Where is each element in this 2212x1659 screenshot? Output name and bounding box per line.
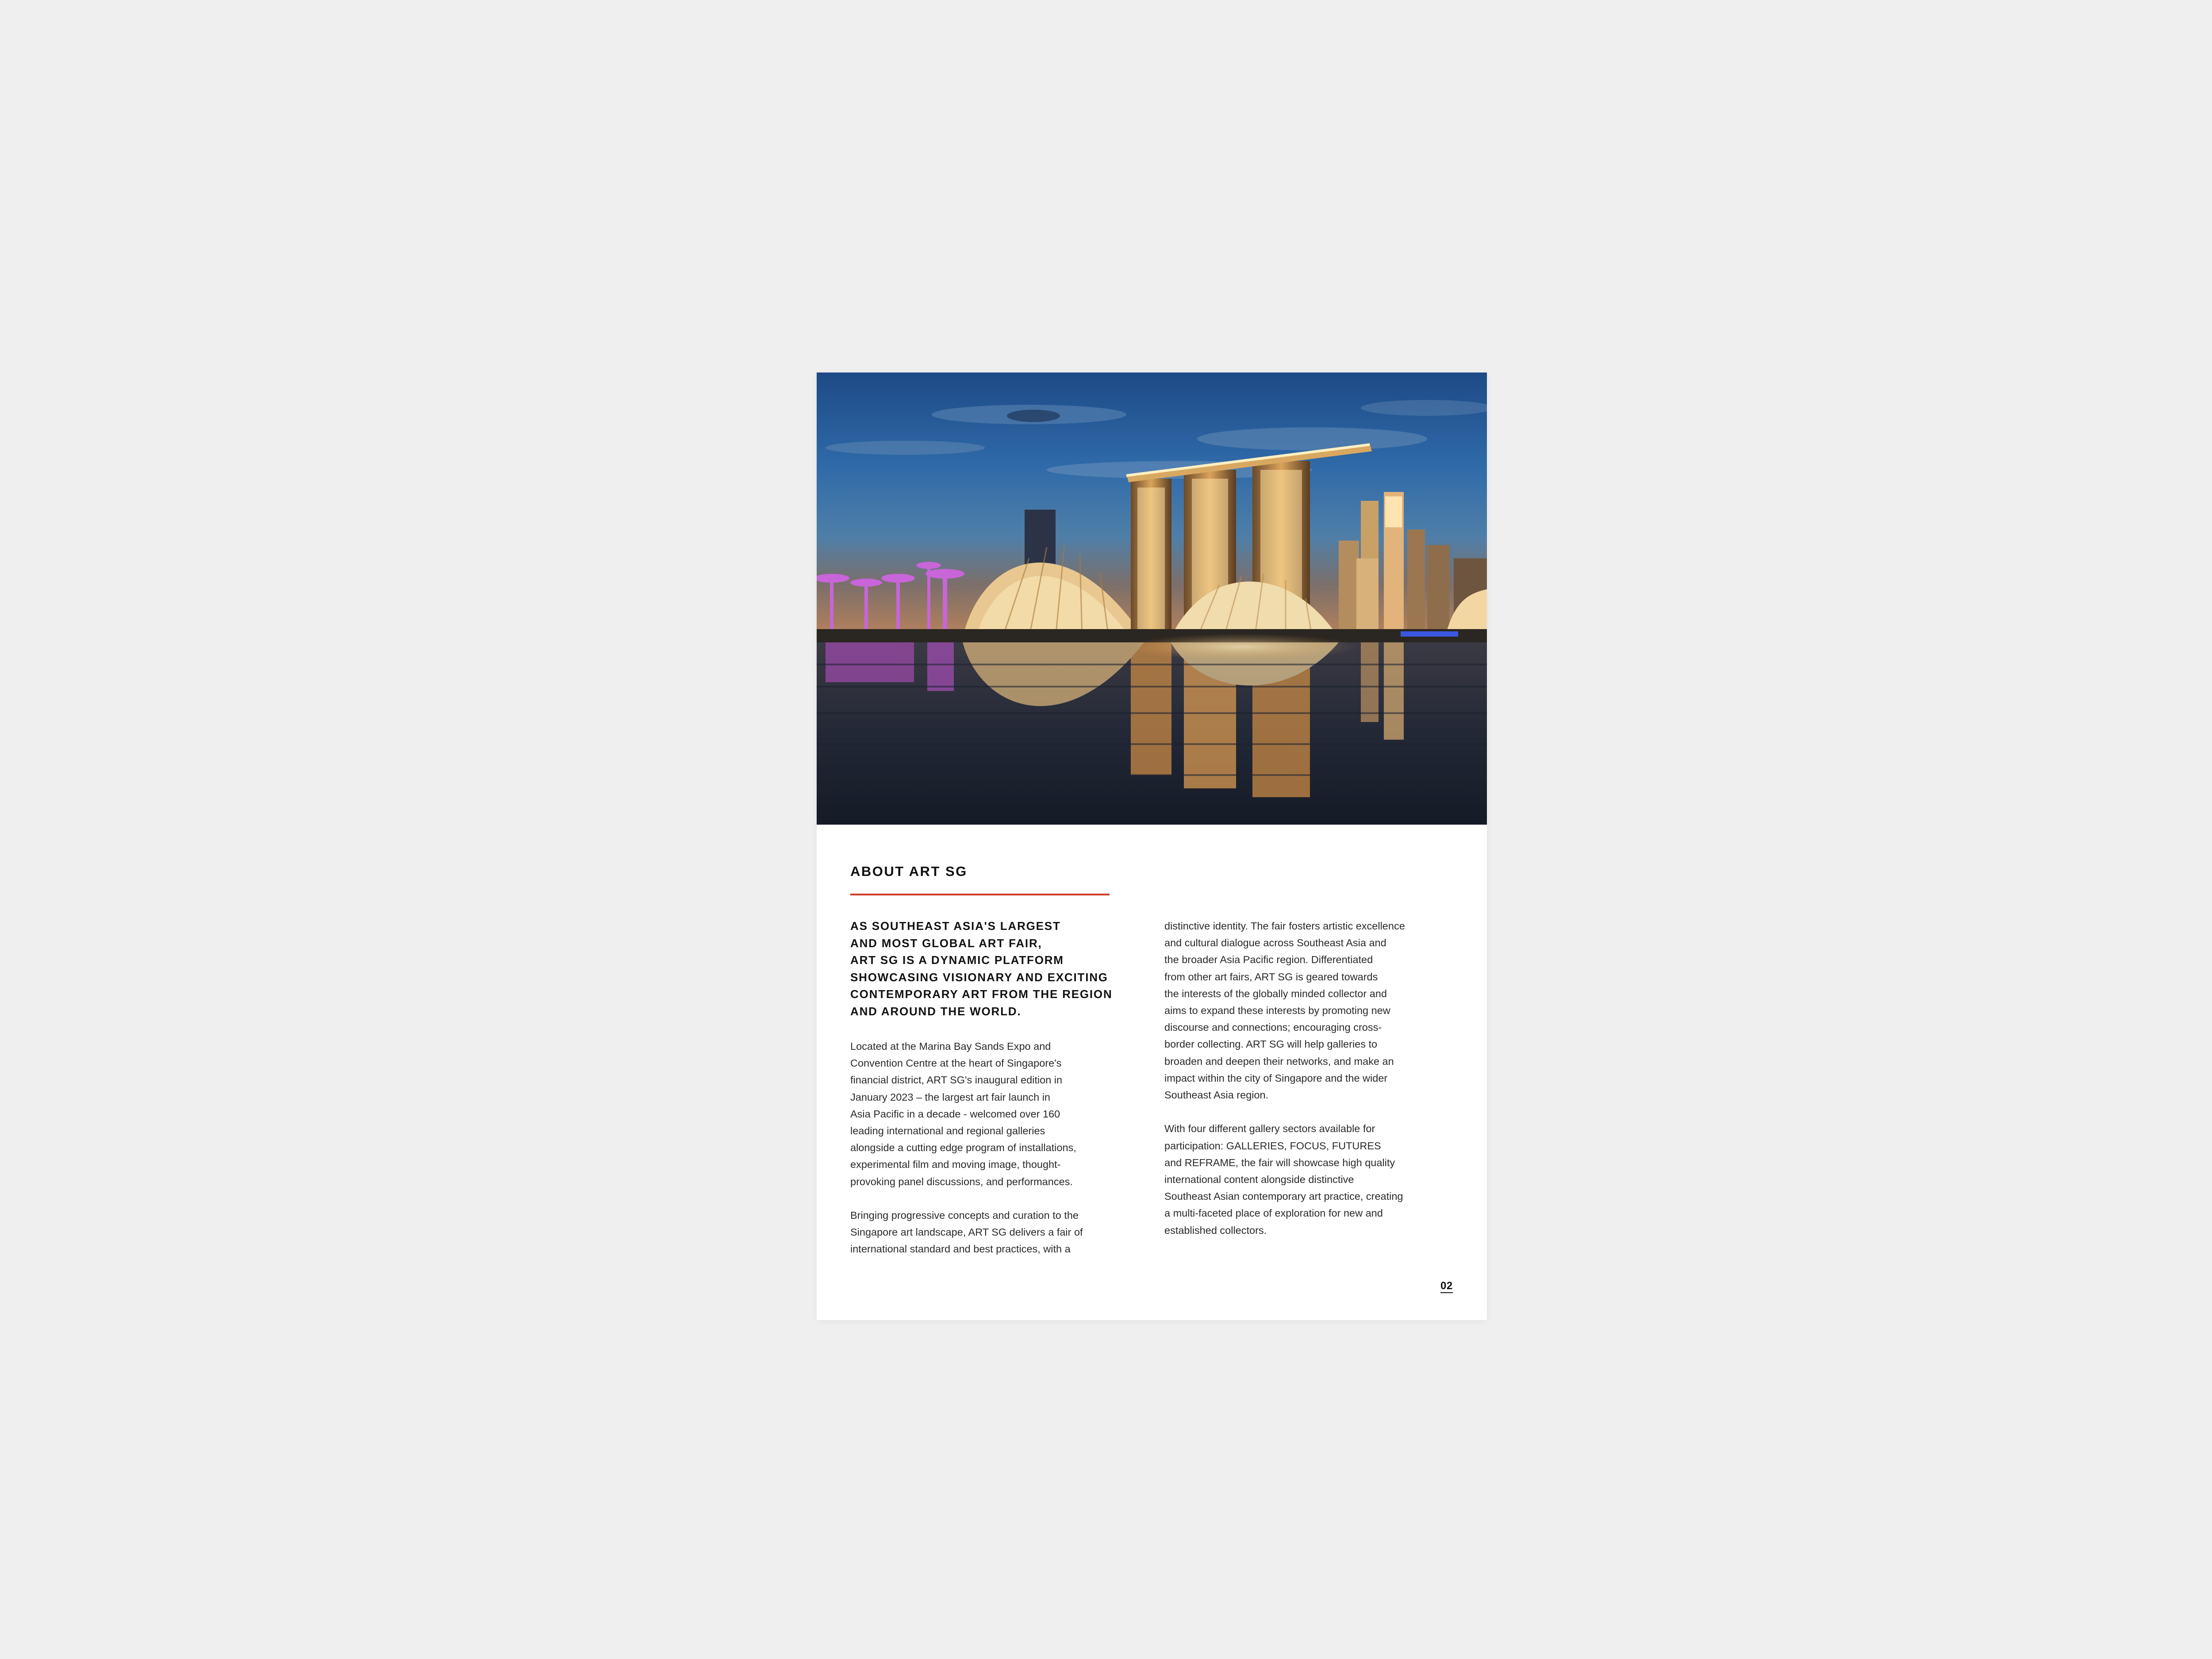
body-line: aims to expand these interests by promoting new bbox=[1164, 1005, 1390, 1017]
body-line: discourse and connections; encouraging cross- bbox=[1164, 1022, 1382, 1033]
body-line: and REFRAME, the fair will showcase high quality bbox=[1164, 1156, 1395, 1168]
body-line: experimental film and moving image, thought- bbox=[850, 1159, 1061, 1171]
lead-line: AND MOST GLOBAL ART FAIR, bbox=[850, 936, 1042, 950]
body-line: With four different gallery sectors available for bbox=[1164, 1123, 1375, 1135]
brochure-page bbox=[817, 373, 1487, 1320]
section-heading: ABOUT ART SG bbox=[850, 864, 968, 879]
body-line: a multi-faceted place of exploration for new and bbox=[1164, 1207, 1383, 1219]
body-line: impact within the city of Singapore and the wider bbox=[1164, 1072, 1388, 1084]
right-paragraph-2 bbox=[1164, 1120, 1456, 1238]
left-paragraph-2 bbox=[850, 1207, 1142, 1258]
body-line: the broader Asia Pacific region. Differentiated bbox=[1164, 954, 1373, 966]
lead-line: AS SOUTHEAST ASIA'S LARGEST bbox=[850, 919, 1061, 933]
body-line: the interests of the globally minded collector and bbox=[1164, 987, 1387, 999]
right-column-body bbox=[1164, 918, 1456, 1239]
accent-divider bbox=[850, 894, 1110, 895]
body-line: leading international and regional galleries bbox=[850, 1125, 1045, 1137]
body-line: Singapore art landscape, ART SG delivers a fair of bbox=[850, 1226, 1083, 1238]
left-paragraph-1 bbox=[850, 1038, 1142, 1190]
body-line: Southeast Asia region. bbox=[1164, 1089, 1269, 1101]
marina-bay-skyline-photo bbox=[817, 373, 1487, 825]
body-line: established collectors. bbox=[1164, 1224, 1267, 1236]
right-paragraph-1 bbox=[1164, 918, 1456, 1103]
body-line: participation: GALLERIES, FOCUS, FUTURES bbox=[1164, 1140, 1381, 1152]
body-line: Asia Pacific in a decade - welcomed over 160 bbox=[850, 1108, 1060, 1120]
body-line: broaden and deepen their networks, and make an bbox=[1164, 1055, 1394, 1067]
page-number: 02 bbox=[1440, 1280, 1453, 1293]
lead-line: SHOWCASING VISIONARY AND EXCITING bbox=[850, 970, 1108, 984]
body-line: Convention Centre at the heart of Singapore's bbox=[850, 1057, 1062, 1069]
body-line: financial district, ART SG's inaugural edition in bbox=[850, 1074, 1063, 1086]
body-line: January 2023 – the largest art fair launch in bbox=[850, 1091, 1050, 1103]
body-line: provoking panel discussions, and performances. bbox=[850, 1175, 1073, 1187]
body-line: border collecting. ART SG will help galleries to bbox=[1164, 1038, 1378, 1050]
body-line: Southeast Asian contemporary art practice, creating bbox=[1164, 1190, 1403, 1202]
lead-statement bbox=[850, 918, 1116, 1020]
body-line: Located at the Marina Bay Sands Expo and bbox=[850, 1041, 1051, 1052]
lead-line: CONTEMPORARY ART FROM THE REGION bbox=[850, 987, 1113, 1001]
body-line: from other art fairs, ART SG is geared towards bbox=[1164, 971, 1378, 983]
body-line: distinctive identity. The fair fosters artistic excellence bbox=[1164, 920, 1405, 932]
body-line: and cultural dialogue across Southeast Asia and bbox=[1164, 937, 1386, 949]
body-line: alongside a cutting edge program of installations, bbox=[850, 1142, 1076, 1154]
body-line: international content alongside distinctive bbox=[1164, 1174, 1354, 1186]
lead-line: ART SG IS A DYNAMIC PLATFORM bbox=[850, 953, 1064, 967]
lead-line: AND AROUND THE WORLD. bbox=[850, 1004, 1022, 1018]
body-line: Bringing progressive concepts and curation to the bbox=[850, 1210, 1079, 1221]
body-line: international standard and best practices, with a bbox=[850, 1243, 1071, 1255]
left-column-body bbox=[850, 1038, 1142, 1258]
